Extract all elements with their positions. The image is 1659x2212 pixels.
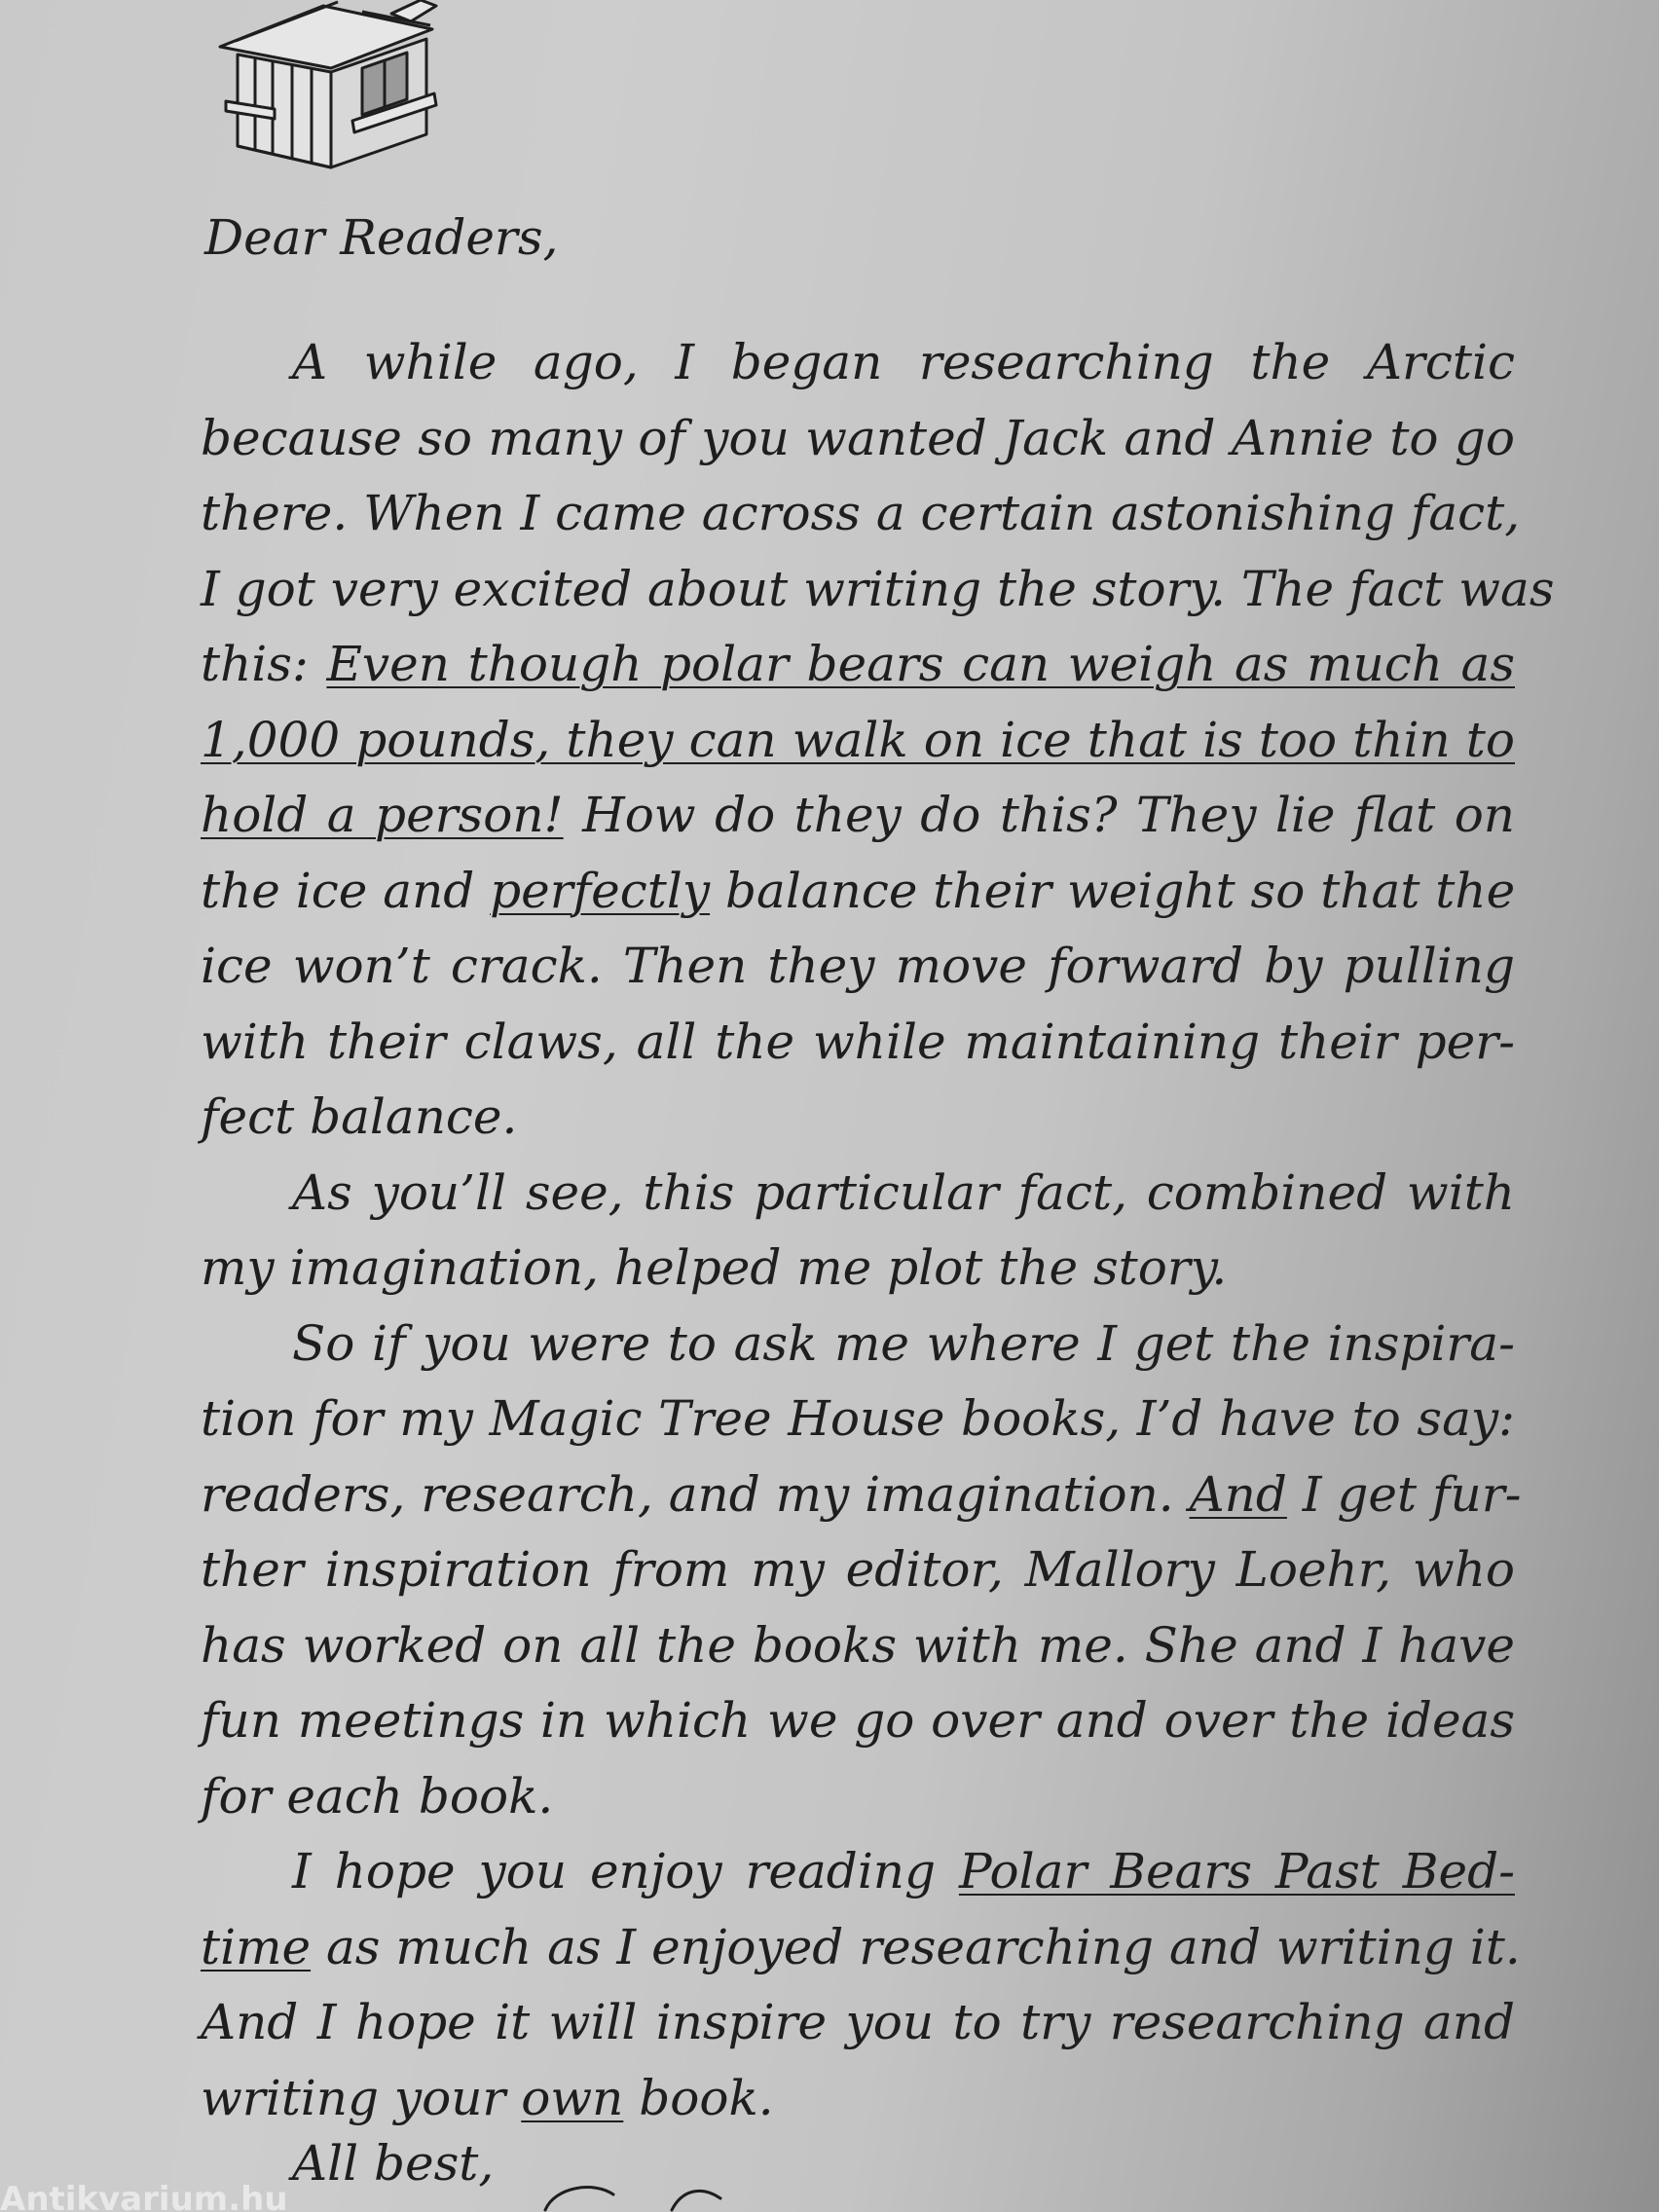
text-span: As you’ll see, this particular fact, combined with	[292, 1163, 1515, 1221]
text-span: as much as I enjoyed researching and writing it.	[311, 1918, 1521, 1975]
text-span: So if you were to ask me where I get the inspira-	[292, 1314, 1515, 1372]
text-span: the ice and	[201, 862, 491, 919]
handwritten-signature	[526, 2181, 818, 2212]
salutation: Dear Readers,	[204, 209, 559, 266]
letter-body	[201, 325, 1555, 2136]
text-line: fun meetings in which we go over and over the ideas	[201, 1692, 1515, 1749]
text-span: writing your	[201, 2069, 522, 2126]
text-line: ther inspiration from my editor, Mallory Loehr, who	[201, 1541, 1515, 1598]
book-title: Polar Bears Past Bed-	[958, 1843, 1515, 1899]
text-line: there. When I came across a certain astonishing fact,	[201, 485, 1521, 541]
text-line	[201, 2061, 1515, 2137]
text-line	[201, 854, 1515, 930]
text-span: balance their weight so that the	[710, 862, 1516, 919]
text-span: I hope you enjoy reading	[292, 1843, 959, 1899]
watermark	[0, 2181, 370, 2212]
text-line: my imagination, helped me plot the story.	[201, 1239, 1228, 1296]
text-line: And I hope it will inspire you to try researching and	[201, 1994, 1515, 2050]
text-line	[201, 703, 1515, 779]
text-line: has worked on all the books with me. She and I have	[201, 1616, 1515, 1674]
closing: All best,	[292, 2135, 495, 2192]
underlined-fact: hold a person!	[201, 787, 564, 843]
text-line	[201, 1834, 1515, 1910]
text-span: A while ago, I began researching the Arctic	[292, 334, 1515, 390]
text-line	[201, 1457, 1522, 1533]
text-line	[201, 1910, 1521, 1986]
text-line	[201, 778, 1515, 854]
book-title: time	[201, 1918, 312, 1975]
text-span: readers, research, and my imagination.	[201, 1465, 1190, 1523]
text-span: I get fur-	[1286, 1465, 1522, 1523]
underlined-word: own	[521, 2069, 624, 2126]
text-line: for each book.	[201, 1767, 554, 1825]
watermark-text: Antikvarium.hu	[0, 2181, 288, 2212]
text-line: tion for my Magic Tree House books, I’d have to say:	[201, 1390, 1515, 1447]
underlined-fact: 1,000 pounds, they can walk on ice that is too thin to	[201, 711, 1515, 768]
text-line: ice won’t crack. Then they move forward by pulling	[201, 938, 1515, 994]
text-span: How do they do this? They lie flat on	[563, 787, 1515, 843]
text-line: fect balance.	[201, 1088, 518, 1145]
text-line	[201, 325, 1515, 401]
text-line: I got very excited about writing the story. The fact was	[201, 560, 1555, 617]
text-span: this:	[201, 636, 327, 692]
text-span: book.	[623, 2069, 774, 2126]
underlined-fact: Even though polar bears can weigh as much as	[326, 636, 1516, 692]
text-line	[201, 1156, 1515, 1232]
underlined-word: And	[1189, 1465, 1287, 1523]
tree-house-icon	[216, 0, 440, 175]
underlined-word: perfectly	[490, 862, 711, 919]
text-line	[201, 627, 1515, 703]
text-line: with their claws, all the while maintaining their per-	[201, 1013, 1515, 1070]
text-line: because so many of you wanted Jack and Annie to go	[201, 409, 1515, 466]
text-line	[201, 1307, 1515, 1382]
